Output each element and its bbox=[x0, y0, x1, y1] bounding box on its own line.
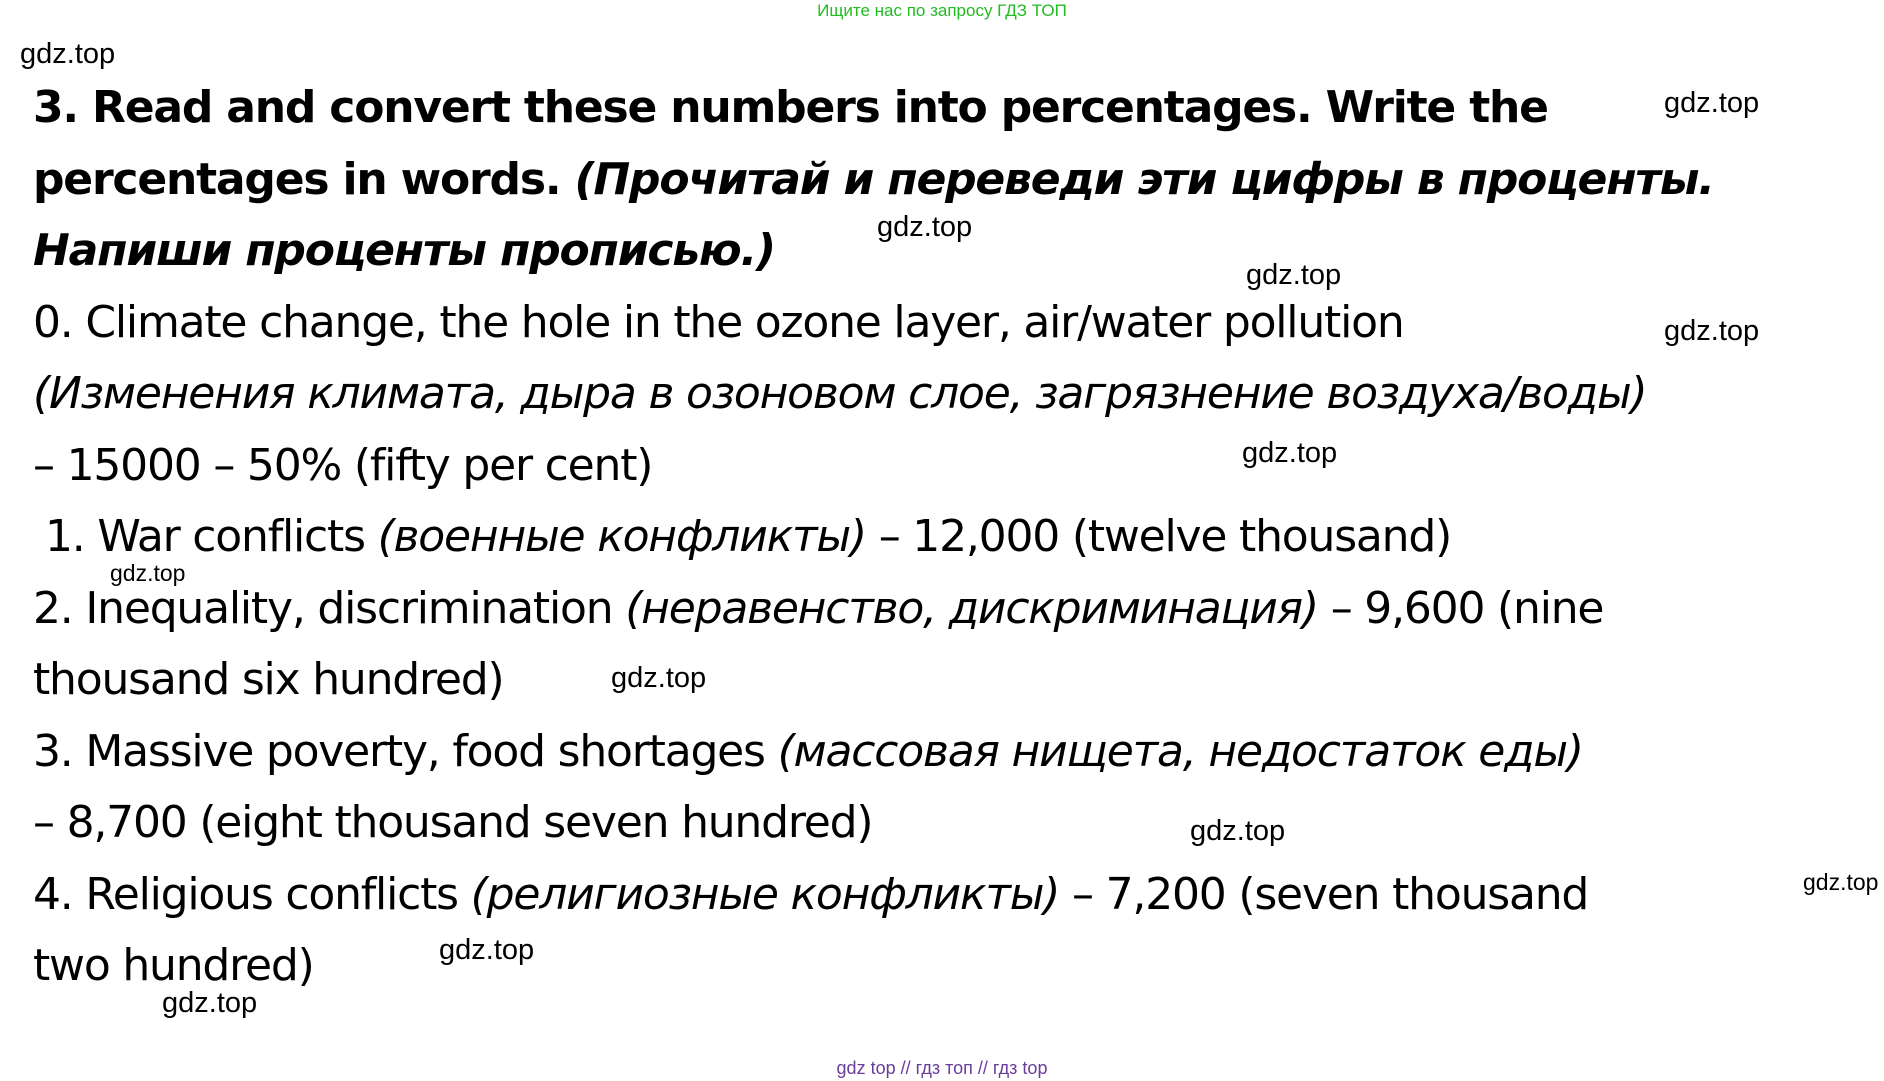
item-3-translation: (массовая нищета, недостаток еды) bbox=[777, 725, 1583, 777]
watermark: gdz.top bbox=[877, 211, 973, 243]
watermark: gdz.top bbox=[439, 934, 535, 966]
watermark: gdz.top bbox=[1190, 815, 1286, 847]
item-1-answer: – 12,000 (twelve thousand) bbox=[865, 511, 1452, 562]
item-2-line-2: thousand six hundred) bbox=[33, 654, 504, 705]
item-2-translation: (неравенство, дискриминация) bbox=[625, 582, 1318, 634]
item-3 bbox=[33, 716, 1878, 788]
item-1-text: 1. War conflicts bbox=[45, 511, 378, 562]
task-title-translation: (Прочитай и переведи эти цифры в проценты. bbox=[574, 153, 1714, 205]
watermark: gdz.top bbox=[1803, 869, 1879, 895]
watermark: gdz.top bbox=[1664, 315, 1760, 347]
watermark: gdz.top bbox=[611, 662, 707, 694]
item-4-line-2: two hundred) bbox=[33, 940, 314, 991]
item-4-text: 4. Religious conflicts bbox=[33, 868, 471, 920]
item-4-answer: – 7,200 (seven thousand bbox=[1059, 868, 1589, 920]
task-title-line-1: 3. Read and convert these numbers into percentages. Write the bbox=[33, 82, 1548, 133]
item-3-answer: – 8,700 (eight thousand seven hundred) bbox=[33, 797, 873, 848]
item-3-text: 3. Massive poverty, food shortages bbox=[33, 725, 778, 777]
watermark: gdz.top bbox=[162, 987, 258, 1019]
item-2-text: 2. Inequality, discrimination bbox=[33, 582, 626, 634]
item-0-answer: – 15000 – 50% (fifty per cent) bbox=[33, 439, 653, 491]
item-2-answer: – 9,600 (nine bbox=[1317, 582, 1604, 634]
task-title-bold: percentages in words. bbox=[33, 153, 575, 205]
watermark: gdz.top bbox=[1664, 87, 1760, 119]
item-1-translation: (военные конфликты) bbox=[377, 511, 866, 562]
item-0-translation: (Изменения климата, дыра в озоновом слое, загрязнение воздуха/воды) bbox=[33, 368, 1647, 419]
item-1 bbox=[33, 501, 1878, 573]
header-note: Ищите нас по запросу ГДЗ ТОП bbox=[817, 1, 1067, 20]
footer-note: gdz top // гдз топ // гдз top bbox=[836, 1058, 1048, 1078]
task-title-line-3: Напиши проценты прописью.) bbox=[33, 225, 775, 276]
task-title-line-2 bbox=[33, 144, 1878, 216]
watermark: gdz.top bbox=[1246, 259, 1342, 291]
item-4 bbox=[33, 859, 1878, 931]
item-4-translation: (религиозные конфликты) bbox=[470, 868, 1060, 920]
watermark: gdz.top bbox=[20, 38, 116, 70]
item-2 bbox=[33, 573, 1878, 645]
item-0-line-1: 0. Climate change, the hole in the ozone layer, air/water pollution bbox=[33, 296, 1404, 348]
watermark: gdz.top bbox=[1242, 437, 1338, 469]
watermark: gdz.top bbox=[110, 560, 186, 586]
